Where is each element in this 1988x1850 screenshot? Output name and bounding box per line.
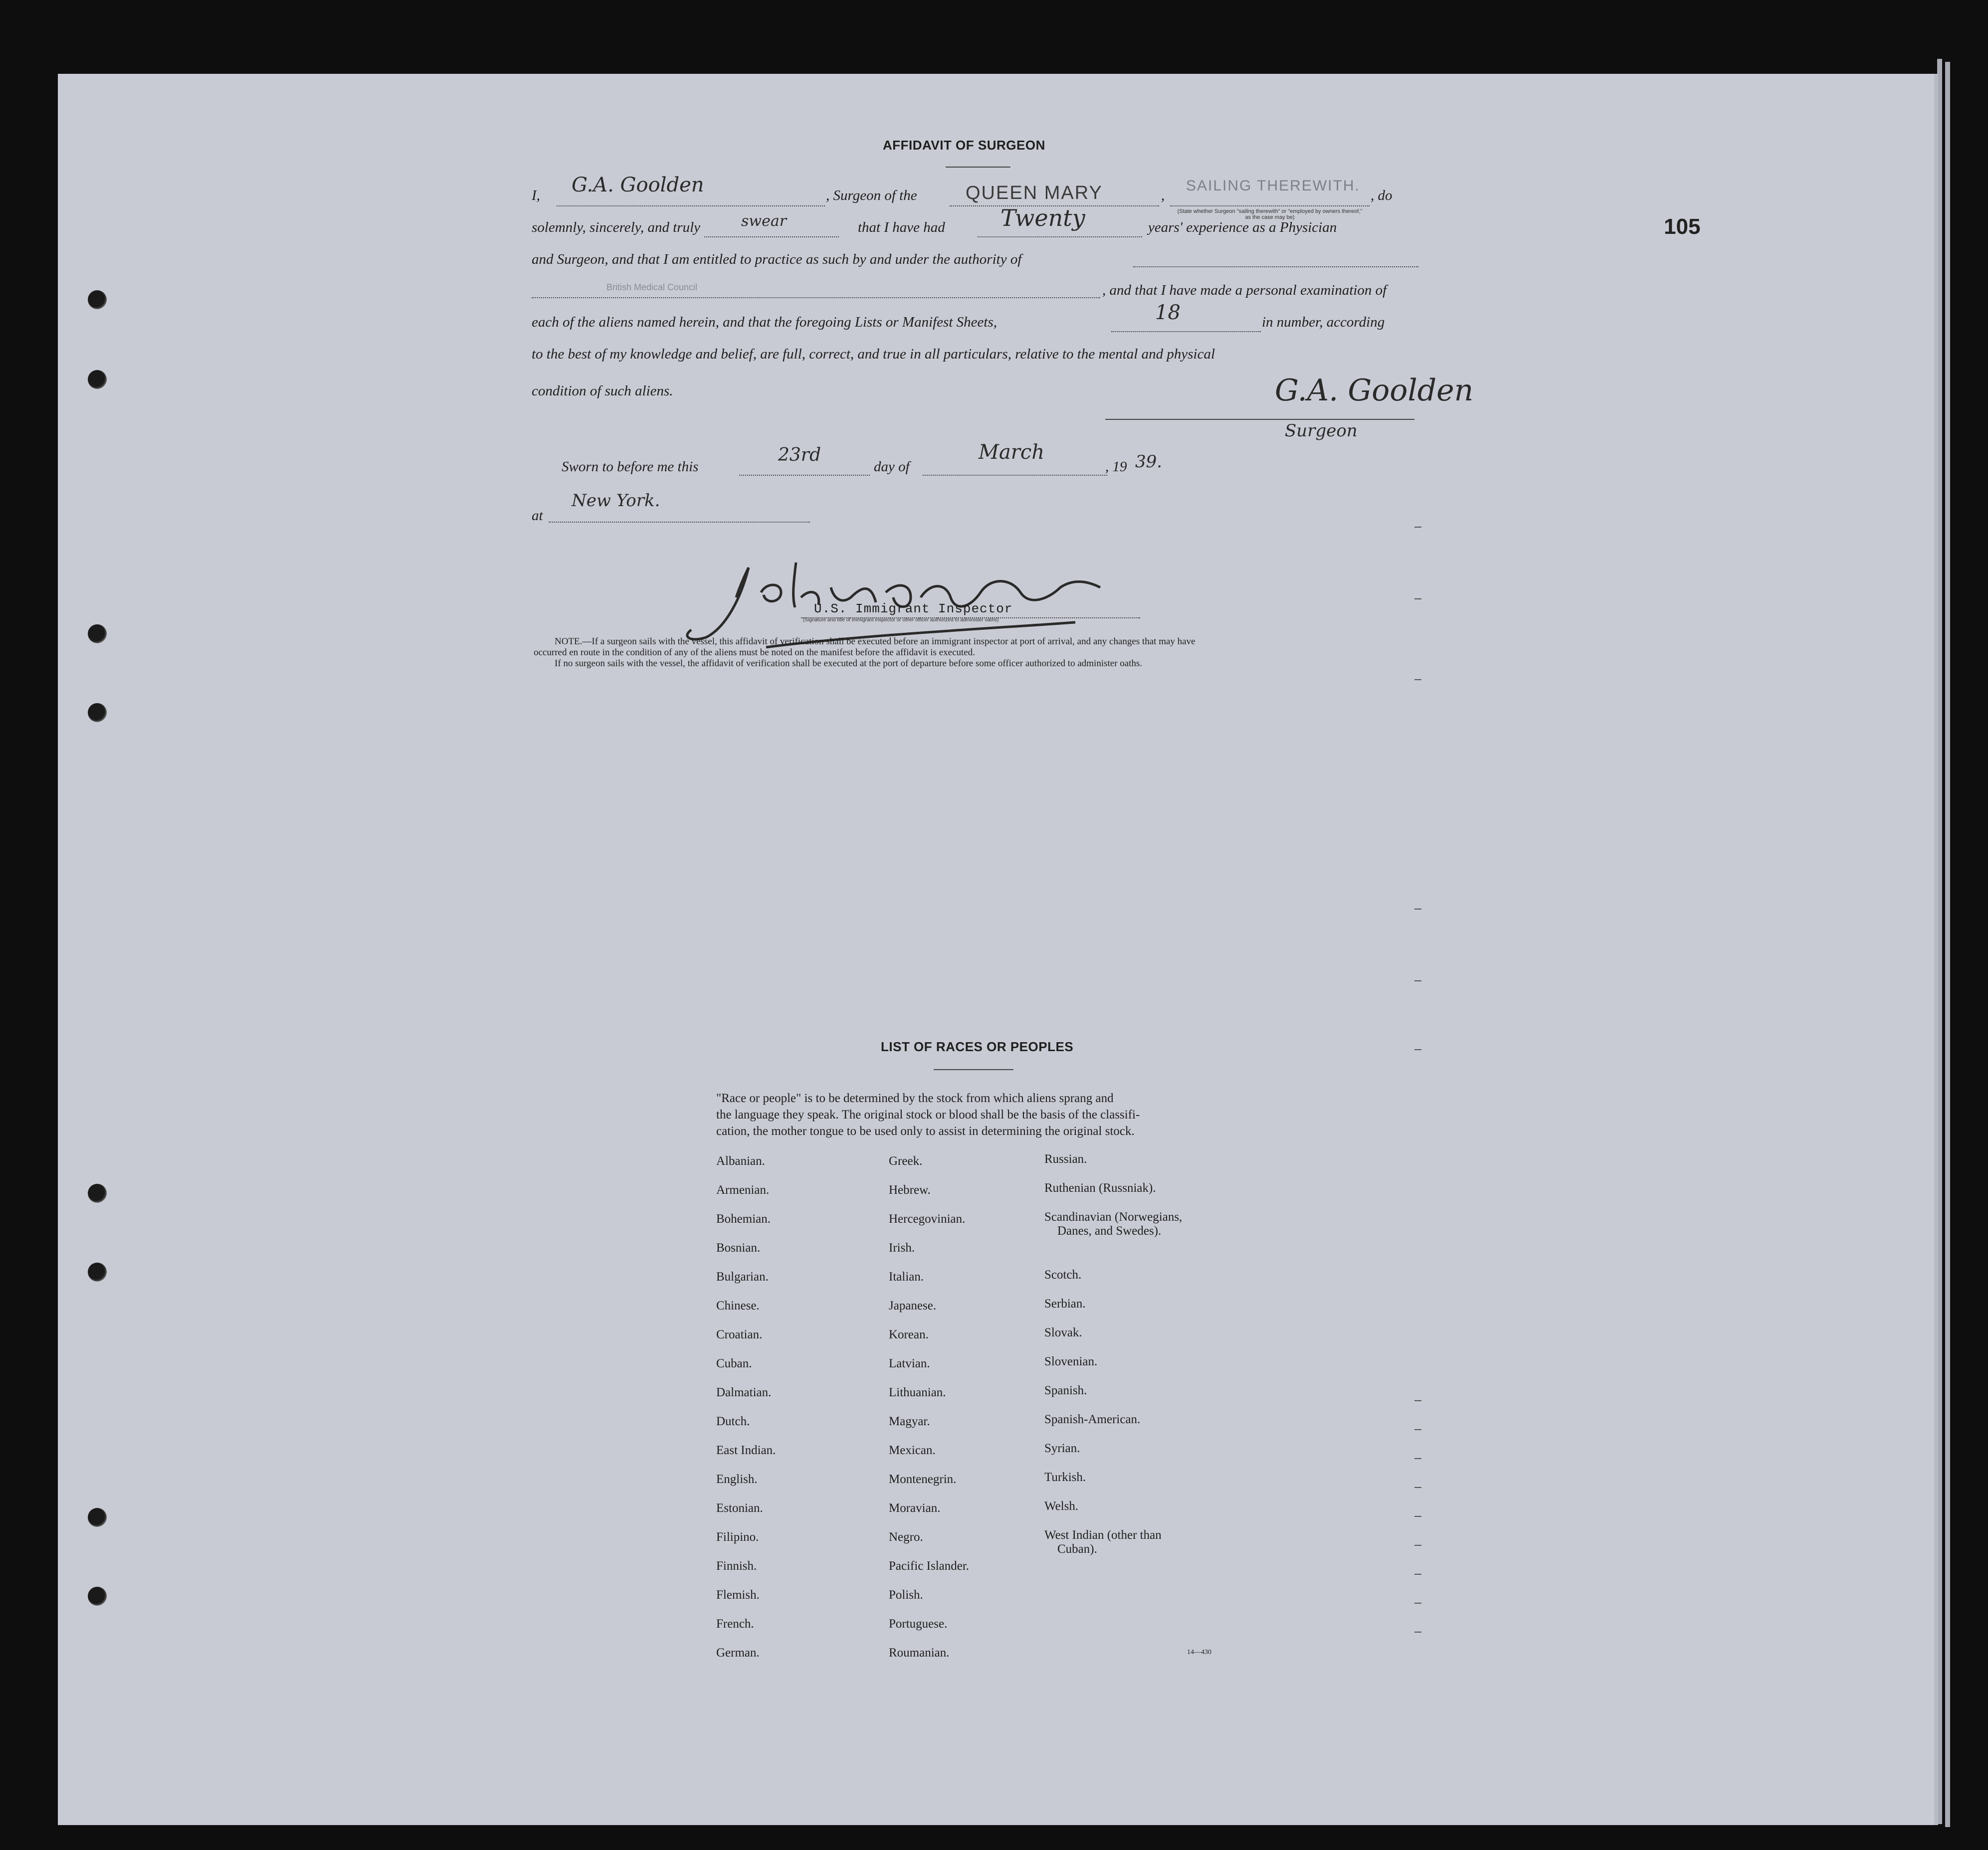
condition-text: condition of such aliens. [532, 383, 673, 399]
race-item: Moravian. [889, 1501, 941, 1515]
race-item: Pacific Islander. [889, 1559, 970, 1573]
race-item: Slovenian. [1044, 1355, 1098, 1368]
race-item: Albanian. [716, 1154, 765, 1168]
sailing-line [1170, 205, 1370, 206]
race-item: Hercegovinian. [889, 1212, 966, 1226]
race-item: Hebrew. [889, 1183, 931, 1197]
race-item: Finnish. [716, 1559, 757, 1573]
race-item: Polish. [889, 1588, 923, 1602]
margin-tick [1414, 598, 1421, 599]
day-of-text: day of [874, 459, 910, 475]
form-number: 14—430 [1187, 1649, 1211, 1656]
inspector-label: U.S. Immigrant Inspector [814, 601, 1013, 616]
race-item: Irish. [889, 1241, 915, 1255]
day-line [739, 475, 870, 476]
race-item: Chinese. [716, 1299, 760, 1312]
examination-text: , and that I have made a personal examination of [1102, 282, 1387, 298]
race-item: Dutch. [716, 1415, 750, 1428]
document-page [58, 74, 1934, 1825]
race-item: Italian. [889, 1270, 924, 1284]
race-item: Bohemian. [716, 1212, 771, 1226]
years-experience-text: years' experience as a Physician [1148, 219, 1337, 235]
race-item: Bulgarian. [716, 1270, 769, 1284]
binder-hole [88, 1587, 107, 1606]
manifest-text: each of the aliens named herein, and that the foregoing Lists or Manifest Sheets, [532, 314, 997, 330]
surgeon-of-the: , Surgeon of the [826, 187, 917, 203]
place-handwritten: New York. [572, 491, 660, 511]
in-number-text: in number, according [1262, 314, 1385, 330]
day-handwritten: 23rd [778, 445, 821, 465]
margin-tick [1414, 1429, 1421, 1430]
knowledge-text: to the best of my knowledge and belief, are full, correct, and true in all particulars, relative to the mental and physical [532, 346, 1215, 362]
binder-hole [88, 1184, 107, 1203]
margin-tick [1414, 980, 1421, 981]
note-line-3: If no surgeon sails with the vessel, the affidavit of verification shall be executed at the port of departure before some officer authorized to administer oaths. [555, 658, 1143, 669]
authority-stamp: British Medical Council [606, 282, 698, 292]
affidavit-title: AFFIDAVIT OF SURGEON [883, 138, 1045, 153]
race-item: Bosnian. [716, 1241, 761, 1255]
race-item: Ruthenian (Russniak). [1044, 1181, 1156, 1195]
races-intro-1: "Race or people" is to be determined by the stock from which aliens sprang and [716, 1092, 1114, 1105]
race-item: Korean. [889, 1328, 929, 1341]
authority-line-1 [1133, 266, 1418, 267]
margin-tick [1414, 1516, 1421, 1517]
comma: , [1161, 187, 1165, 203]
race-item: German. [716, 1646, 760, 1660]
note-line-1: NOTE.—If a surgeon sails with the vessel, this affidavit of verification shall be executed before an immigrant inspector at port of arrival, and any changes that may have [555, 636, 1195, 647]
sheets-line [1111, 331, 1261, 332]
sailing-hint: (State whether Surgeon "sailing therewith" or "employed by owners thereof," as the case may be) [1177, 208, 1363, 220]
race-item: Syrian. [1044, 1442, 1080, 1455]
surgeon-name-handwritten: G.A. Goolden [572, 174, 704, 196]
races-intro-3: cation, the mother tongue to be used only to assist in determining the original stock. [716, 1124, 1135, 1138]
race-item: Montenegrin. [889, 1473, 957, 1486]
sheets-handwritten: 18 [1155, 301, 1181, 324]
race-item: East Indian. [716, 1444, 776, 1457]
race-item: Roumanian. [889, 1646, 950, 1660]
binder-hole [88, 370, 107, 389]
solemnly-text: solemnly, sincerely, and truly [532, 219, 701, 235]
page-edge-1 [1937, 59, 1942, 1824]
race-item: Japanese. [889, 1299, 937, 1312]
race-item: Croatian. [716, 1328, 763, 1341]
race-item: Estonian. [716, 1501, 763, 1515]
surgeon-signature-line [1105, 419, 1414, 420]
inspector-hint: (Signature and title of immigrant inspector or other officer authorized to administer oaths) [803, 617, 999, 623]
margin-tick [1414, 1400, 1421, 1401]
month-line [923, 475, 1107, 476]
margin-tick [1414, 1545, 1421, 1546]
oath-handwritten: swear [741, 212, 787, 230]
race-item: Filipino. [716, 1530, 759, 1544]
have-had-text: that I have had [858, 219, 945, 235]
binder-hole [88, 1508, 107, 1527]
margin-tick [1414, 1049, 1421, 1050]
race-item: Armenian. [716, 1183, 770, 1197]
surgeon-name-line [557, 205, 825, 206]
race-item: Cuban). [1057, 1542, 1097, 1556]
race-item: Spanish. [1044, 1384, 1087, 1397]
year-handwritten: 39. [1135, 452, 1163, 472]
sailing-stamp: SAILING THEREWITH. [1186, 178, 1360, 194]
margin-tick [1414, 1487, 1421, 1488]
surgeon-signature: G.A. Goolden [1275, 373, 1474, 408]
margin-tick [1414, 527, 1421, 528]
race-item: Magyar. [889, 1415, 930, 1428]
margin-tick [1414, 1603, 1421, 1604]
binder-hole [88, 703, 107, 722]
race-item: Danes, and Swedes). [1057, 1224, 1162, 1238]
do-text: , do [1371, 187, 1392, 203]
race-item: Turkish. [1044, 1471, 1086, 1484]
surgeon-label-handwritten: Surgeon [1285, 421, 1358, 441]
race-item: French. [716, 1617, 754, 1631]
authority-line-2 [532, 297, 1100, 298]
oath-line [704, 236, 839, 237]
page-edge-2 [1945, 62, 1950, 1827]
race-item: Mexican. [889, 1444, 936, 1457]
race-item: Negro. [889, 1530, 923, 1544]
race-item: Lithuanian. [889, 1386, 946, 1399]
sworn-text: Sworn to before me this [562, 459, 699, 475]
binder-hole [88, 290, 107, 309]
binder-hole [88, 1263, 107, 1282]
affidavit-i: I, [532, 187, 540, 203]
month-handwritten: March [979, 441, 1045, 464]
race-item: West Indian (other than [1044, 1528, 1162, 1542]
years-line [978, 236, 1142, 237]
race-item: Scandinavian (Norwegians, [1044, 1210, 1183, 1224]
at-text: at [532, 508, 543, 524]
race-item: Serbian. [1044, 1297, 1086, 1310]
note-line-2: occurred en route in the condition of any of the aliens must be noted on the manifest before the affidavit is executed. [534, 647, 975, 658]
race-item: Latvian. [889, 1357, 930, 1370]
margin-tick [1414, 1458, 1421, 1459]
race-item: Greek. [889, 1154, 923, 1168]
page-number: 105 [1664, 214, 1701, 239]
races-intro-2: the language they speak. The original stock or blood shall be the basis of the classifi- [716, 1108, 1140, 1121]
year-prefix: , 19 [1105, 459, 1127, 475]
margin-tick [1414, 679, 1421, 680]
races-title-rule [934, 1069, 1013, 1070]
margin-tick [1414, 1632, 1421, 1633]
margin-tick [1414, 1574, 1421, 1575]
race-item: Dalmatian. [716, 1386, 772, 1399]
race-item: Scotch. [1044, 1268, 1082, 1282]
races-title: LIST OF RACES OR PEOPLES [881, 1039, 1074, 1054]
ship-name-stamp: QUEEN MARY [966, 183, 1103, 203]
margin-tick [1414, 909, 1421, 910]
race-item: Flemish. [716, 1588, 760, 1602]
race-item: Welsh. [1044, 1499, 1079, 1513]
years-handwritten: Twenty [1000, 204, 1085, 231]
race-item: Portuguese. [889, 1617, 948, 1631]
race-item: English. [716, 1473, 758, 1486]
title-rule [946, 167, 1010, 168]
binder-hole [88, 624, 107, 643]
race-item: Slovak. [1044, 1326, 1082, 1339]
race-item: Cuban. [716, 1357, 752, 1370]
race-item: Russian. [1044, 1152, 1087, 1166]
authority-text: and Surgeon, and that I am entitled to practice as such by and under the authority of [532, 251, 1022, 267]
race-item: Spanish-American. [1044, 1413, 1141, 1426]
